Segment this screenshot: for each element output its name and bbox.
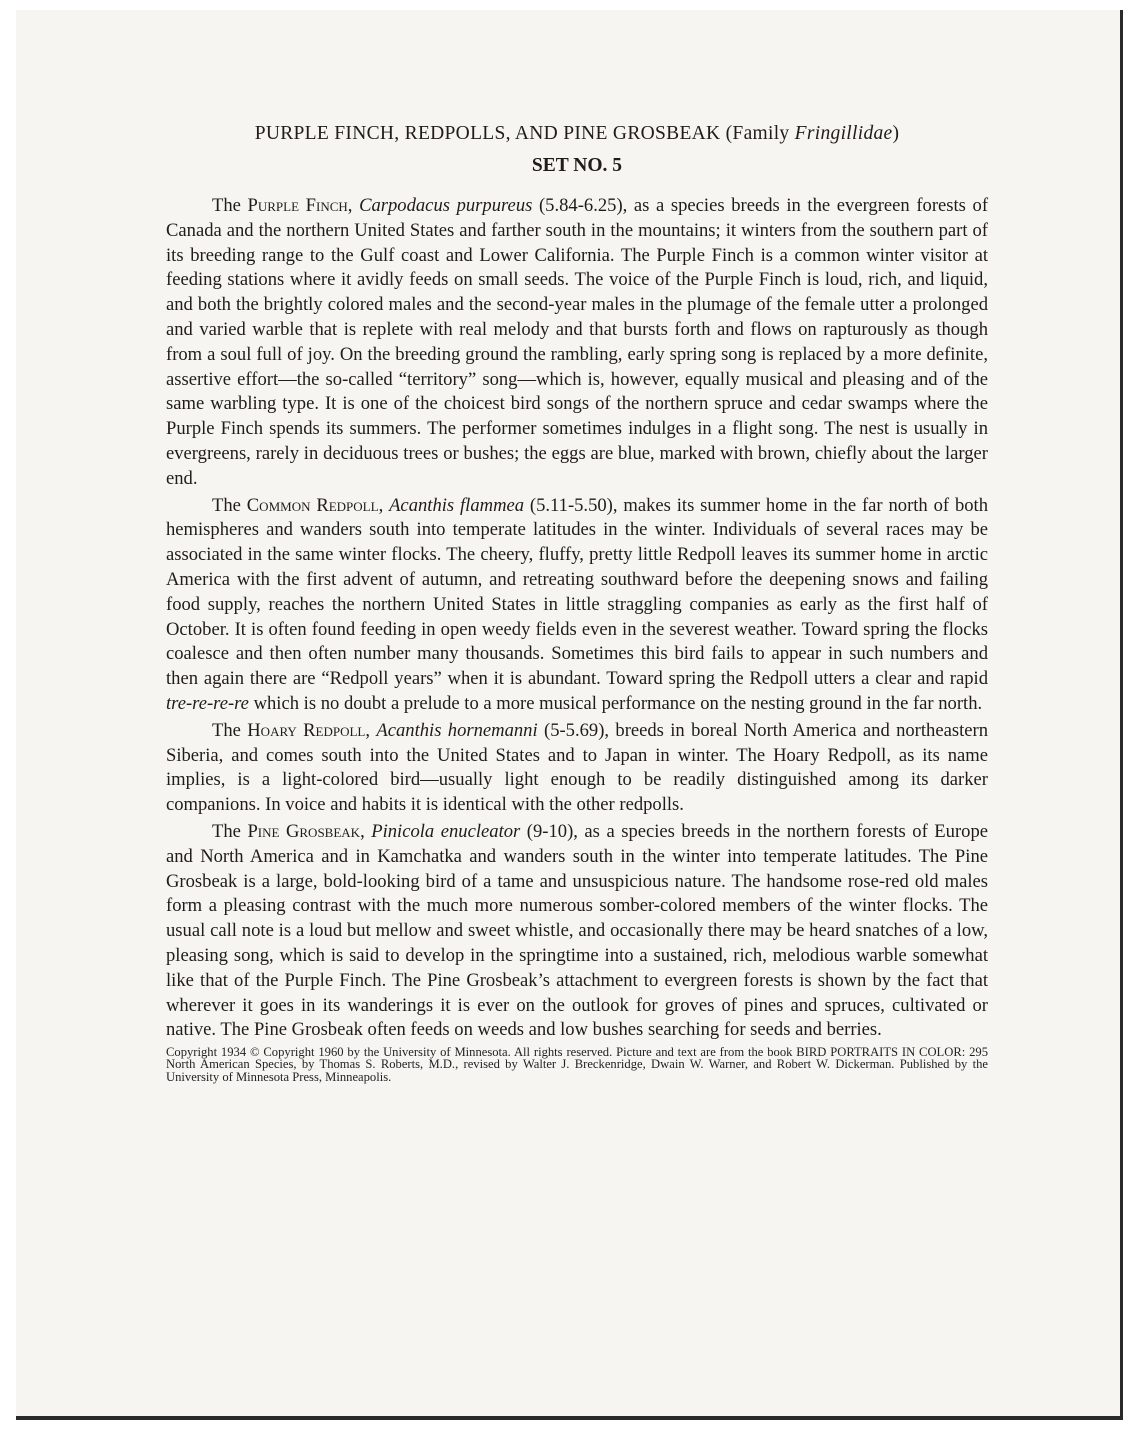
family-prefix: (Family <box>725 123 795 144</box>
species-name: Pine Grosbeak <box>247 820 361 842</box>
song-phrase: tre-re-re-re <box>166 692 249 714</box>
scientific-name: Pinicola enucleator <box>371 820 521 842</box>
body-text: (5-5.69), breeds in boreal North America and northeastern Siberia, and comes south into the United States and to Japan in winter. The Hoary Redpoll, as its name implies, is a light-colored bird—usually light enough to be readily distinguished among its darker companions. In voice and habits it is identical with the other redpolls. <box>166 719 988 816</box>
intro: The <box>212 195 248 216</box>
scientific-name: Acanthis flammea <box>389 494 525 516</box>
printed-card <box>16 10 1123 1420</box>
family-name: Fringillidae <box>794 123 893 144</box>
body-text: (5.11-5.50), makes its summer home in the far north of both hemispheres and wanders south into temperate latitudes in the winter. Individuals of several races may be associated in the same winter flocks. The cheery, fluffy, pretty little Redpoll leaves its summer home in arctic America with the first advent of autumn, and retreating southward before the deepening snows and failing food supply, reaches the northern United States in little straggling companies as early as the first half of October. It is often found feeding in open weedy fields even in the severest weather. Toward spring the flocks coalesce and then often number many thousands. Sometimes this bird fails to appear in such numbers and then again there are “Redpoll years” when it is abundant. Toward spring the Redpoll utters a clear and rapid <box>166 494 988 690</box>
scientific-name: Carpodacus purpureus <box>359 195 533 216</box>
body-text-end: which is no doubt a prelude to a more musical performance on the nesting ground in the far north. <box>248 692 983 714</box>
card-content <box>166 122 988 1095</box>
intro: The <box>212 494 247 516</box>
body-text: (9-10), as a species breeds in the northern forests of Europe and North America and in Kamchatka and wanders south in the winter into temperate latitudes. The Pine Grosbeak is a large, bold-looking bird of a tame and unsuspicious nature. The handsome rose-red old males form a pleasing contrast with the much more numerous somber-colored members of the winter flocks. The usual call note is a loud but mellow and sweet whistle, and occasionally there may be heard snatches of a low, pleasing song, which is said to develop in the springtime into a sustained, rich, melodious warble somewhat like that of the Purple Finch. The Pine Grosbeak’s attachment to evergreen forests is shown by the fact that wherever it goes in its wanderings it is ever on the outlook for groves of pines and spruces, cultivated or native. The Pine Grosbeak often feeds on weeds and low bushes searching for seeds and berries. <box>166 820 988 1041</box>
paragraph-pine-grosbeak <box>166 820 988 1043</box>
species-name: Hoary Redpoll <box>247 719 366 741</box>
comma: , <box>365 719 377 741</box>
paragraph-hoary-redpoll <box>166 719 988 818</box>
page-title <box>166 122 988 146</box>
intro: The <box>212 719 248 741</box>
comma: , <box>378 494 390 516</box>
set-number: SET NO. 5 <box>531 155 623 176</box>
title-main: PURPLE FINCH, REDPOLLS, AND PINE GROSBEAK <box>254 123 721 144</box>
species-name: Purple Finch <box>247 195 348 216</box>
family-suffix: ) <box>892 123 900 144</box>
copyright-notice: Copyright 1934 © Copyright 1960 by the University of Minnesota. All rights reserved. Picture and text are from the book BIRD PORTRAITS IN COLOR: 295 North American Species, by Thomas S. Roberts, M.D., revised by Walter J. Breckenridge, Dwain W. Warner, and Robert W. Dickerman. Published by the University of Minnesota Press, Minneapolis. <box>166 1045 988 1084</box>
body-text: (5.84-6.25), as a species breeds in the evergreen forests of Canada and the northern United States and farther south in the mountains; it winters from the southern part of its breeding range to the Gulf coast and Lower California. The Purple Finch is a common winter visitor at feeding stations where it avidly feeds on small seeds. The voice of the Purple Finch is loud, rich, and liquid, and both the brightly colored males and the second-year males in the plumage of the female utter a prolonged and varied warble that is replete with real melody and that bursts forth and flows on rapturously as though from a soul full of joy. On the breeding ground the rambling, early spring song is replaced by a more definite, assertive effort—the so-called “territory” song—which is, however, equally musical and pleasing and of the same warbling type. It is one of the choicest bird songs of the northern spruce and cedar swamps where the Purple Finch spends its summers. The performer sometimes indulges in a flight song. The nest is usually in evergreens, rarely in deciduous trees or bushes; the eggs are blue, marked with brown, chiefly about the larger end. <box>166 195 989 489</box>
paragraph-common-redpoll <box>166 494 988 717</box>
intro: The <box>212 820 248 842</box>
paragraph-purple-finch <box>166 194 988 492</box>
scientific-name: Acanthis hornemanni <box>376 719 538 741</box>
species-name: Common Redpoll <box>246 494 379 516</box>
comma: , <box>360 820 372 842</box>
comma: , <box>347 195 360 216</box>
